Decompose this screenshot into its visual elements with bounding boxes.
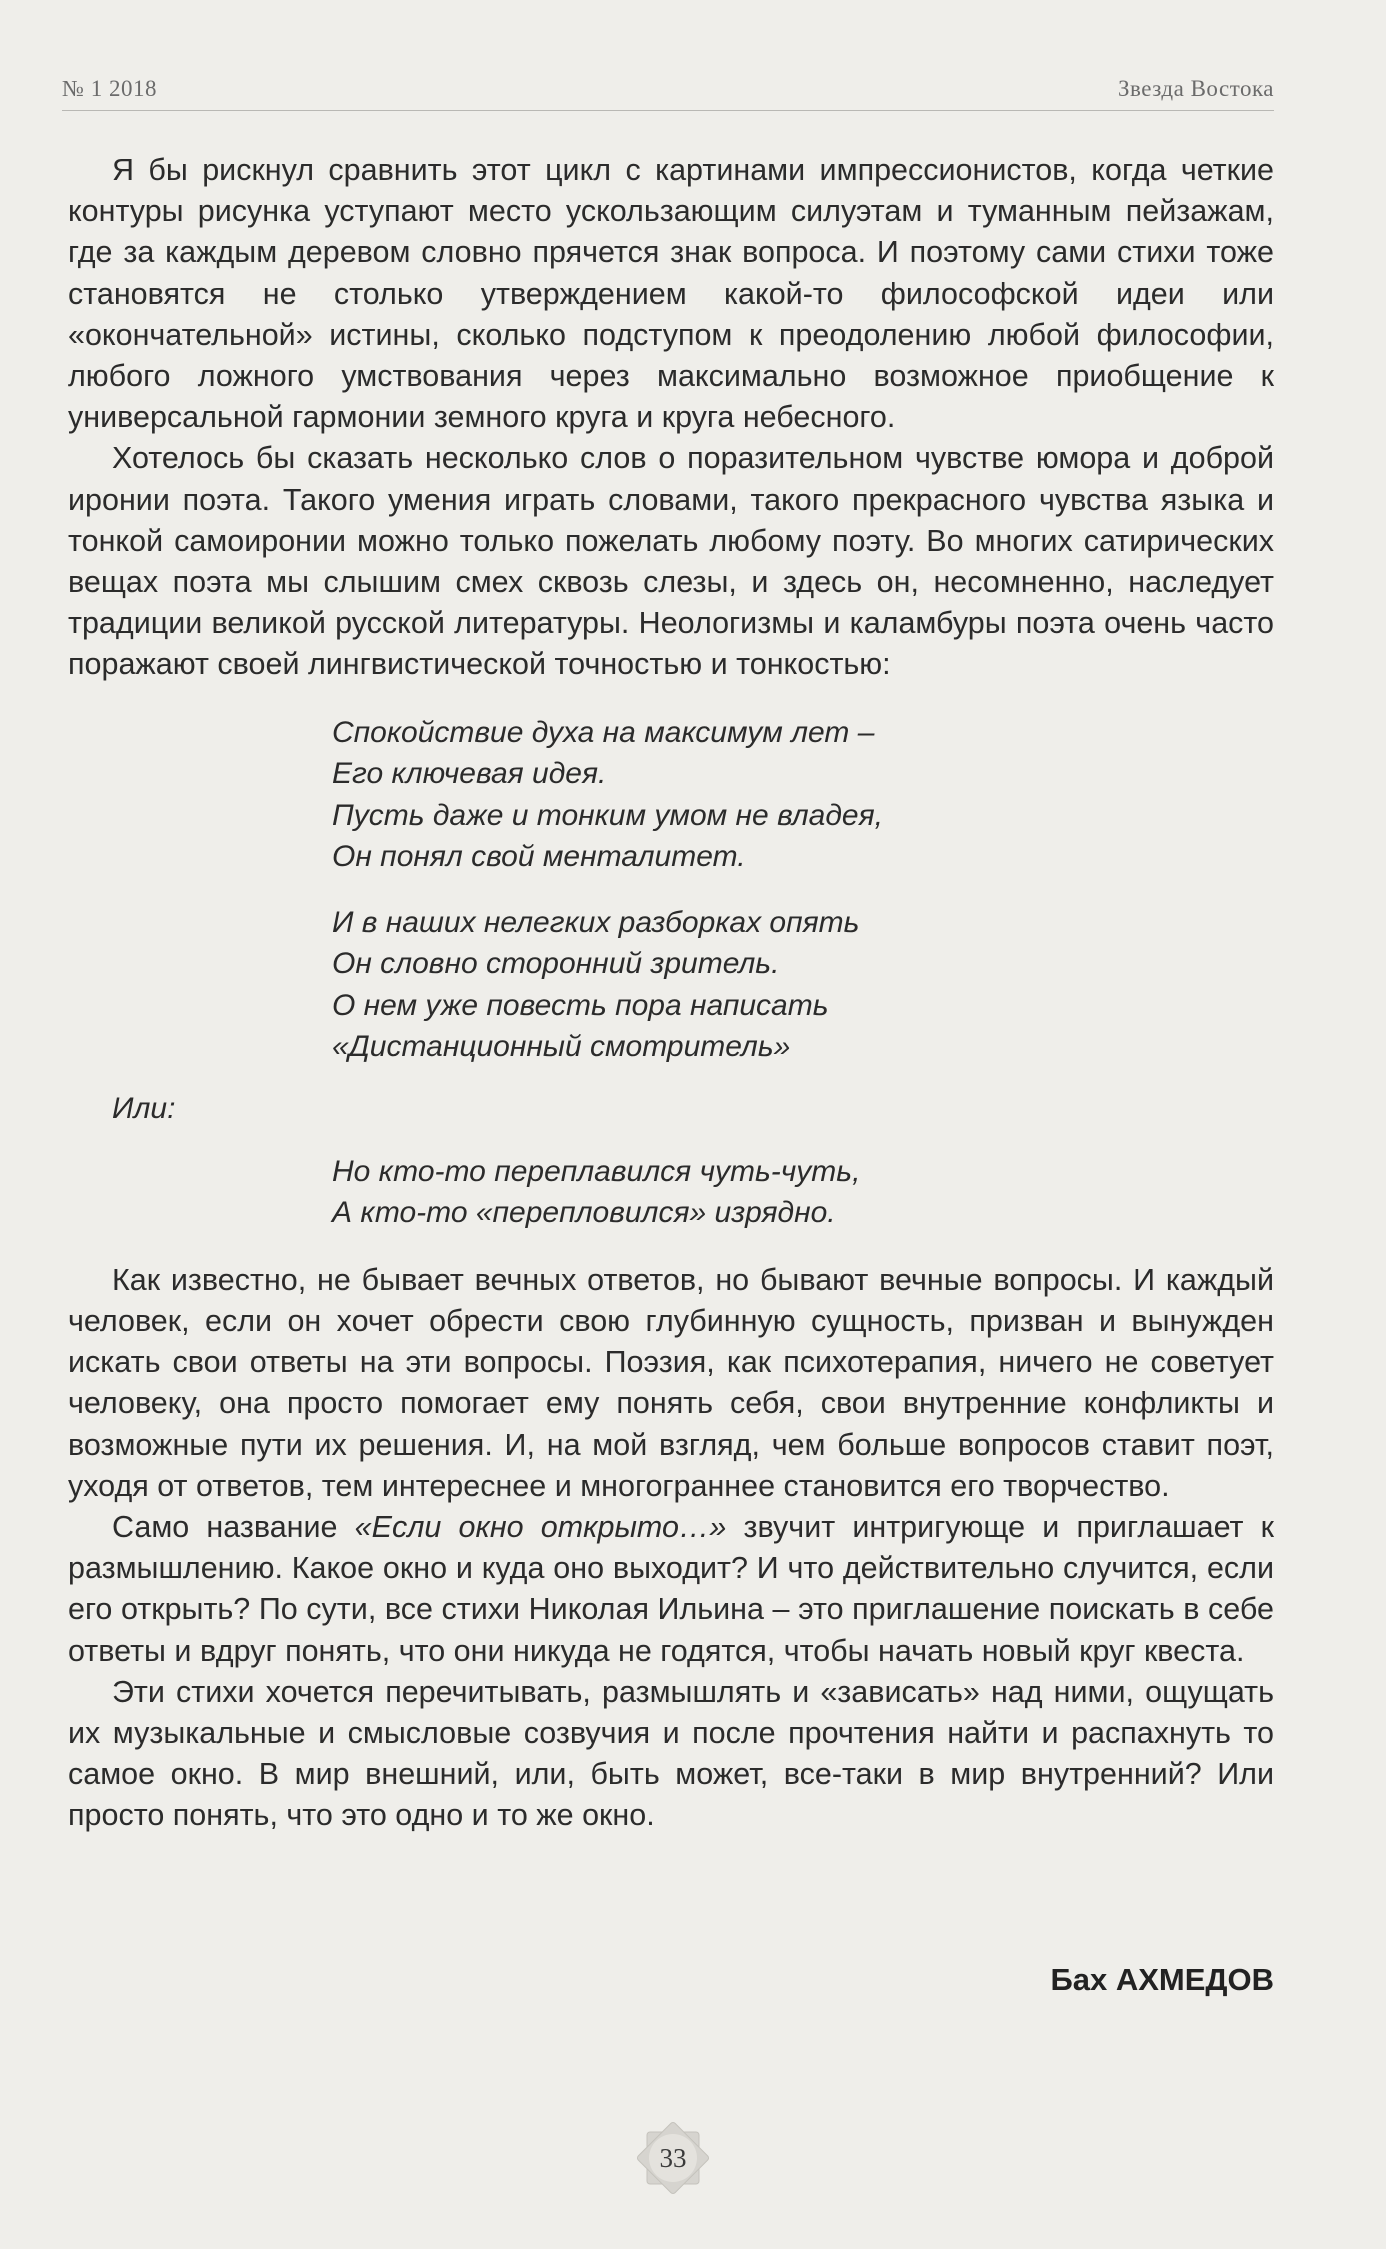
paragraph-5: Эти стихи хочется перечитывать, размышлять и «зависать» над ними, ощущать их музыкальные и смысловые созвучия и после прочтения найти и распахнуть то самое окно. В мир внешний, или, быть может, все-таки в мир внутренний? Или просто понять, что это одно и то же окно.: [68, 1674, 1274, 1833]
issue-number: № 1 2018: [62, 76, 157, 101]
poem-line: Его ключевая идея.: [332, 757, 607, 791]
article-body: [68, 150, 1274, 1837]
book-title: «Если окно открыто…»: [354, 1510, 727, 1545]
poem-line: Пусть даже и тонким умом не владея,: [332, 798, 883, 832]
page-number-ornament: [633, 2118, 713, 2198]
paragraph-4: [68, 1507, 1274, 1672]
paragraph-4-start: Само название: [112, 1510, 355, 1545]
journal-title: Звезда Востока: [1118, 76, 1274, 101]
header-divider: [62, 110, 1274, 111]
paragraph-2: Хотелось бы сказать несколько слов о поразительном чувстве юмора и доброй иронии поэта. Такого умения играть словами, такого прекрасного чувства языка и тонкой самоиронии можно только пожелать любому поэту. Во многих сатирических вещах поэта мы слышим смех сквозь слезы, и здесь он, несомненно, наследует традиции великой русской литературы. Неологизмы и каламбуры поэта очень часто поражают своей лингвистической точностью и тонкостью:: [68, 441, 1274, 682]
paragraph-3: Как известно, не бывает вечных ответов, но бывают вечные вопросы. И каждый человек, если он хочет обрести свою глубинную сущность, призван и вынужден искать свои ответы на эти вопросы. Поэзия, как психотерапия, ничего не советует человеку, она просто помогает ему понять себя, свои внутренние конфликты и возможные пути их решения. И, на мой взгляд, чем больше вопросов ставит поэт, уходя от ответов, тем интереснее и многограннее становится его творчество.: [68, 1262, 1274, 1503]
poem-line: Но кто-то переплавился чуть-чуть,: [332, 1154, 861, 1188]
poem-intro-ili: Или:: [112, 1091, 176, 1125]
poem-stanza-2: [332, 902, 1274, 1068]
poem-line: Он понял свой менталитет.: [332, 840, 746, 874]
poem-quote-1: [332, 712, 1274, 1068]
paragraph-1: Я бы рискнул сравнить этот цикл с картинами импрессионистов, когда четкие контуры рисунка уступают место ускользающим силуэтам и туманным пейзажам, где за каждым деревом словно прячется знак вопроса. И поэтому сами стихи тоже становятся не столько утверждением какой-то философской идеи или «окончательной» истины, сколько подступом к преодолению любой философии, любого ложного умствования через максимально возможное приобщение к универсальной гармонии земного круга и круга небесного.: [68, 153, 1274, 435]
poem-line: А кто-то «перепловился» изрядно.: [332, 1196, 836, 1230]
poem-line: Он словно сторонний зритель.: [332, 947, 780, 981]
poem-line: Спокойствие духа на максимум лет –: [332, 715, 875, 749]
poem-quote-2: [332, 1151, 1274, 1234]
poem-line: И в наших нелегких разборках опять: [332, 905, 860, 939]
poem-line: «Дистанционный смотритель»: [332, 1030, 791, 1064]
poem-line: О нем уже повесть пора написать: [332, 988, 829, 1022]
paragraph-4-end: звучит интригующе и приглашает к размышлению. Какое окно и куда оно выходит? И что действительно случится, если его открыть? По сути, все стихи Николая Ильина – это приглашение поискать в себе ответы и вдруг понять, что они никуда не годятся, чтобы начать новый круг квеста.: [68, 1510, 1274, 1668]
running-header: [62, 76, 1274, 102]
author-signature: Бах АХМЕДОВ: [1050, 1962, 1274, 1997]
poem-stanza-1: [332, 712, 1274, 878]
page-number: 33: [659, 2142, 687, 2173]
